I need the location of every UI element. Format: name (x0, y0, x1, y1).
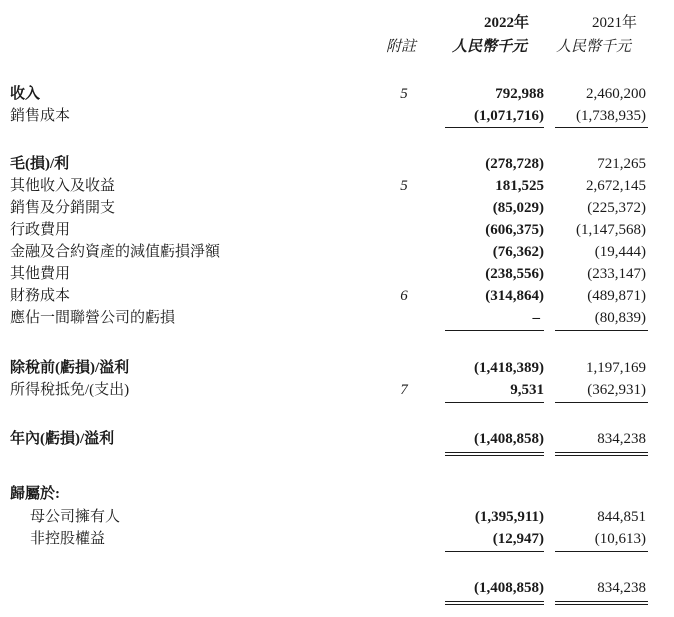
table-row-selling-expenses (0, 197, 674, 219)
total-double-underline (445, 604, 544, 605)
currency-prior-header: 人民幣千元 (556, 39, 632, 55)
table-row-share-of-associate-loss (0, 307, 674, 329)
value-2022: 792,988 (495, 86, 544, 102)
row-label: 財務成本 (10, 288, 71, 304)
note-column-header: 附註 (386, 39, 417, 55)
subtotal-underline (555, 330, 648, 331)
table-row-other-expenses (0, 263, 674, 285)
row-label: 銷售及分銷開支 (10, 200, 116, 216)
value-2021: (1,738,935) (576, 108, 646, 124)
value-2021: (1,147,568) (576, 222, 646, 238)
subtotal-underline (445, 330, 544, 331)
total-double-underline (555, 452, 648, 453)
value-2022: (606,375) (485, 222, 544, 238)
currency-current-header: 人民幣千元 (452, 39, 528, 55)
value-2022: (1,071,716) (474, 108, 544, 124)
row-label: 母公司擁有人 (30, 509, 121, 525)
value-2022: (278,728) (485, 156, 544, 172)
value-2022: (12,947) (492, 531, 544, 547)
row-label: 銷售成本 (10, 108, 71, 124)
subtotal-underline (555, 551, 648, 552)
row-label: 除稅前(虧損)/溢利 (10, 360, 130, 376)
row-label: 非控股權益 (30, 531, 106, 547)
table-row-income-tax (0, 379, 674, 401)
value-2021: (489,871) (587, 288, 646, 304)
total-double-underline (555, 601, 648, 602)
row-note: 7 (400, 382, 408, 398)
value-2021: (19,444) (594, 244, 646, 260)
value-2022: (314,864) (485, 288, 544, 304)
table-row-profit-for-year (0, 428, 674, 450)
subtotal-underline (445, 551, 544, 552)
table-row-impairment-losses (0, 241, 674, 263)
row-note: 5 (400, 86, 408, 102)
row-label: 毛(損)/利 (10, 156, 70, 172)
value-2021: 721,265 (597, 156, 646, 172)
value-2021: 2,460,200 (586, 86, 646, 102)
value-2022: (1,408,858) (474, 580, 544, 596)
value-2022: (1,408,858) (474, 431, 544, 447)
value-2021: 834,238 (597, 431, 646, 447)
value-2021: 834,238 (597, 580, 646, 596)
row-label: 其他收入及收益 (10, 178, 116, 194)
value-2021: (225,372) (587, 200, 646, 216)
table-row-non-controlling-interests (0, 528, 674, 550)
total-double-underline (445, 455, 544, 456)
value-2021: (362,931) (587, 382, 646, 398)
value-2022: (1,395,911) (474, 509, 544, 525)
row-label: 行政費用 (10, 222, 71, 238)
row-label: 其他費用 (10, 266, 71, 282)
year-prior-header: 2021年 (592, 15, 638, 31)
year-current-header: 2022年 (484, 15, 530, 31)
value-2021: 1,197,169 (586, 360, 646, 376)
value-2021: (80,839) (594, 310, 646, 326)
value-2022: (76,362) (492, 244, 544, 260)
total-double-underline (555, 604, 648, 605)
subtotal-underline (555, 402, 648, 403)
value-2021: (10,613) (594, 531, 646, 547)
value-2022: (238,556) (485, 266, 544, 282)
row-note: 5 (400, 178, 408, 194)
row-note: 6 (400, 288, 408, 304)
total-double-underline (445, 601, 544, 602)
subtotal-underline (445, 402, 544, 403)
table-row-revenue (0, 83, 674, 105)
subtotal-underline (555, 127, 648, 128)
table-row-other-income (0, 175, 674, 197)
table-row-owners-of-parent (0, 506, 674, 528)
row-label: 年內(虧損)/溢利 (10, 431, 115, 447)
table-row-cost-of-sales (0, 105, 674, 127)
table-row-profit-before-tax (0, 357, 674, 379)
value-2022: (85,029) (492, 200, 544, 216)
value-2022: (1,418,389) (474, 360, 544, 376)
total-double-underline (445, 452, 544, 453)
row-label: 收入 (10, 86, 41, 102)
total-double-underline (555, 455, 648, 456)
table-row-finance-costs (0, 285, 674, 307)
value-2021: 844,851 (597, 509, 646, 525)
row-label: 所得稅抵免/(支出) (10, 382, 130, 398)
value-2022: – (532, 310, 540, 326)
table-row-total (0, 577, 674, 599)
value-2022: 181,525 (495, 178, 544, 194)
value-2021: 2,672,145 (586, 178, 646, 194)
value-2022: 9,531 (510, 382, 544, 398)
row-label: 歸屬於: (10, 486, 60, 502)
subtotal-underline (445, 127, 544, 128)
value-2021: (233,147) (587, 266, 646, 282)
table-row-admin-expenses (0, 219, 674, 241)
table-row-gross-profit (0, 153, 674, 175)
table-row-attributable-to (0, 483, 674, 505)
row-label: 應佔一間聯營公司的虧損 (10, 310, 176, 326)
row-label: 金融及合約資產的減值虧損淨額 (10, 244, 221, 260)
